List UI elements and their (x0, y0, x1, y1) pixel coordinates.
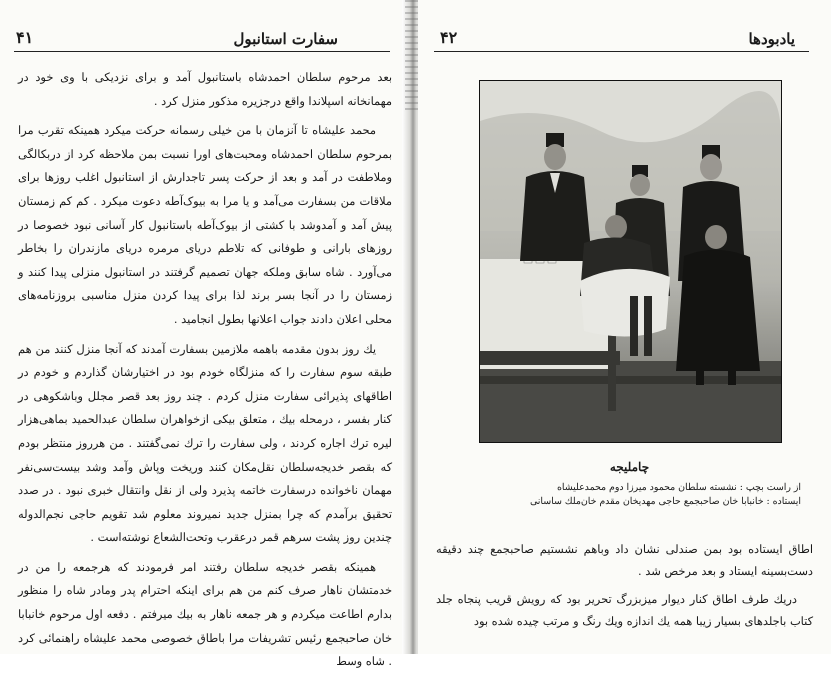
right-page-header (434, 28, 809, 52)
photo-image (480, 81, 781, 442)
photo-caption-title: چاملیجه (609, 460, 650, 474)
paragraph: محمد علیشاه تا آنزمان با من خیلی رسمانه حرکت میکرد همینکه تقرب مرا بمرحوم سلطان احمدشاه ومحبت‌های اورا نسبت بمن ملاحظه کرد از دربکالگی وملاطفت در آمد و بعد از حرکت پسر تاجدارش از استانبول اغلب روزها برای ملاقات من بسفارت می‌آمد و یا مرا به بیوک‌آطه دعوت میکرد . کم کم زمستان پیش آمد و آمدوشد با کشتی از بیوک‌آطه باستانبول کار آسانی نبود خصوصا در روزهای بارانی و طوفانی که تلاطم دریای مرمره دریای مازندران را بخاطر می‌آورد . شاه سابق وملکه جهان تصمیم گرفتند در استانبول منزلی پیدا کنند و زمستان را در آنجا بسر برند لذا برای پیدا کردن منزل مناسبی بروزنامه‌های محلی اعلان دادند جواب اعلانها بطول انجامید . (18, 123, 392, 326)
gutter-binding-marks (405, 0, 419, 110)
left-body-text (18, 66, 392, 674)
right-body-text (436, 538, 813, 632)
paragraph: بعد مرحوم سلطان احمدشاه باستانبول آمد و برای نزدیکی با وی خود در مهمانخانه اسپلاندا واقع درجزیره مذکور منزل کرد . (18, 70, 392, 108)
right-page (418, 0, 831, 654)
running-title: یادبود‌ها (748, 30, 795, 48)
historical-group-photo (479, 80, 782, 443)
page-number: ۴۲ (440, 28, 458, 47)
photo-caption-line: از راست بچپ : نشسته سلطان محمود میرزا دوم محمدعلیشاه (557, 482, 801, 493)
running-title: سفارت استانبول (233, 30, 338, 48)
photo-caption-line: ایستاده : خانبابا خان صاحبجمع حاجی مهدیخان مقدم خان‌ملك ساسانی (529, 496, 801, 507)
page-number: ۴۱ (16, 28, 34, 47)
paragraph: همینکه بقصر خدیجه سلطان رفتند امر فرمودند که هرجمعه را من در خدمتشان ناهار صرف کنم من هم برای اینکه احترام پدر ومادر شاه را منظور بدارم اطاعت میکردم و هر جمعه ناهار به بیك میرفتم . دفعه اول مرحوم خانبابا خان صاحبجمع رئیس تشریفات مرا باطاق خصوصی محمد علیشاه راهنمائی کرد . شاه وسط (18, 559, 392, 669)
left-page-header (14, 28, 390, 52)
paragraph: دریك طرف اطاق کنار دیوار میزبزرگ تحریر بود که رویش قریب پنجاه جلد کتاب باجلدهای بسیار زیبا همه یك اندازه ویك رنگ و مرتب چیده شده بود (436, 592, 813, 628)
paragraph: اطاق ایستاده بود بمن صندلی نشان داد وباهم نشستیم صاحبجمع چند دقیقه دست‌بسینه ایستاد و بعد مرخص شد . (436, 542, 813, 578)
paragraph: یك روز بدون مقدمه باهمه ملازمین بسفارت آمدند که آنجا منزل کنند من هم طبقه سوم سفارت را که منزلگاه خودم بود در اختیارشان گذاردم و خودم در اطاقهای پذیرائی سفارت منزل کردم . چند روز بعد قصر مجلل وباشکوهی در کنار بفسر ، درمحله بیك ، متعلق بیکی ازخواهران سلطان عبدالحمید بماهی‌هزار لیره ترك اجاره کردند ، ولی سفارت را ترك نمی‌گفتند . من هرروز منتظر بودم که بقصر خدیجه‌سلطان نقل‌مکان کنند وریخت وپاش وآمد وشد بیست‌سی‌نفر مهمان ناخوانده درسفارت خاتمه پذیرد ولی از نقل وانتقال خبری نبود . در صدد تحقیق برآمدم که چرا بمنزل جدید نمیروند معلوم شد تقویم حاجی نجم‌الدوله چندین روز پشت سرهم قمر درعقرب وتحت‌الشعاع نوشته‌است . (18, 341, 392, 545)
left-page (0, 0, 410, 669)
